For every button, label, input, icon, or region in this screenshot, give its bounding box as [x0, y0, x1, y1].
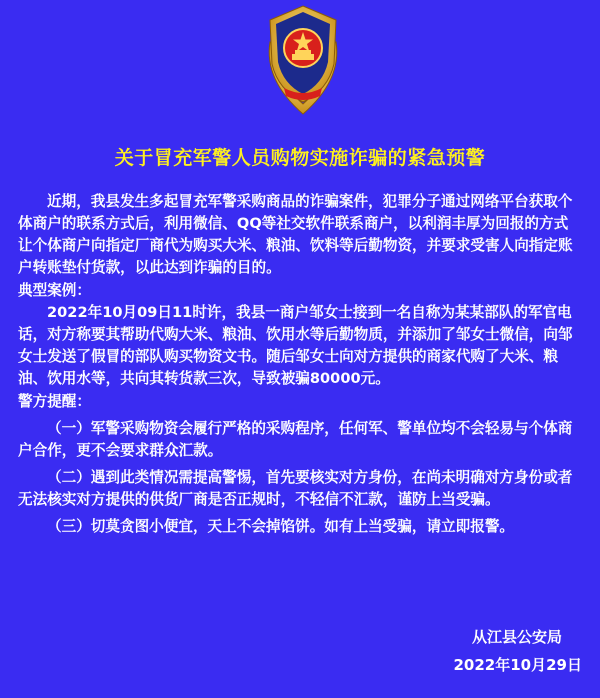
page-title: 关于冒充军警人员购物实施诈骗的紧急预警 [114, 147, 486, 169]
police-emblem-icon [262, 2, 344, 116]
case-heading: 典型案例： [18, 282, 91, 299]
warning-heading: 警方提醒： [18, 393, 91, 410]
warning-item: （一）军警采购物资会履行严格的采购程序，任何军、警单位均不会轻易与个体商户合作，更不会要求群众汇款。 [18, 420, 573, 459]
notice-body [18, 191, 582, 538]
case-paragraph: 2022年10月09日11时许，我县一商户邹女士接到一名自称为某某部队的军官电话，对方称要其帮助代购大米、粮油、饮用水等后勤物质，并添加了邹女士微信，向邹女士发送了假冒的部队购买物资文书。随后邹女士向对方提供的商家代购了大米、粮油、饮用水等，共向其转货款三次，导致被骗80000元。 [18, 304, 573, 387]
warning-item: （三）切莫贪图小便宜，天上不会掉馅饼。如有上当受骗，请立即报警。 [47, 518, 515, 535]
warning-item: （二）遇到此类情况需提高警惕，首先要核实对方身份，在尚未明确对方身份或者无法核实对方提供的供货厂商是否正规时，不轻信不汇款，谨防上当受骗。 [18, 469, 573, 508]
intro-paragraph: 近期，我县发生多起冒充军警采购商品的诈骗案件，犯罪分子通过网络平台获取个体商户的联系方式后，利用微信、QQ等社交软件联系商户，以利润丰厚为回报的方式让个体商户向指定厂商代为购买大米、粮油、饮料等后勤物资，并要求受害人向指定账户转账垫付货款，以此达到诈骗的目的。 [18, 193, 573, 276]
signature-org: 从江县公安局 [471, 628, 562, 646]
signature-block [402, 623, 582, 679]
signature-date: 2022年10月29日 [453, 656, 582, 674]
